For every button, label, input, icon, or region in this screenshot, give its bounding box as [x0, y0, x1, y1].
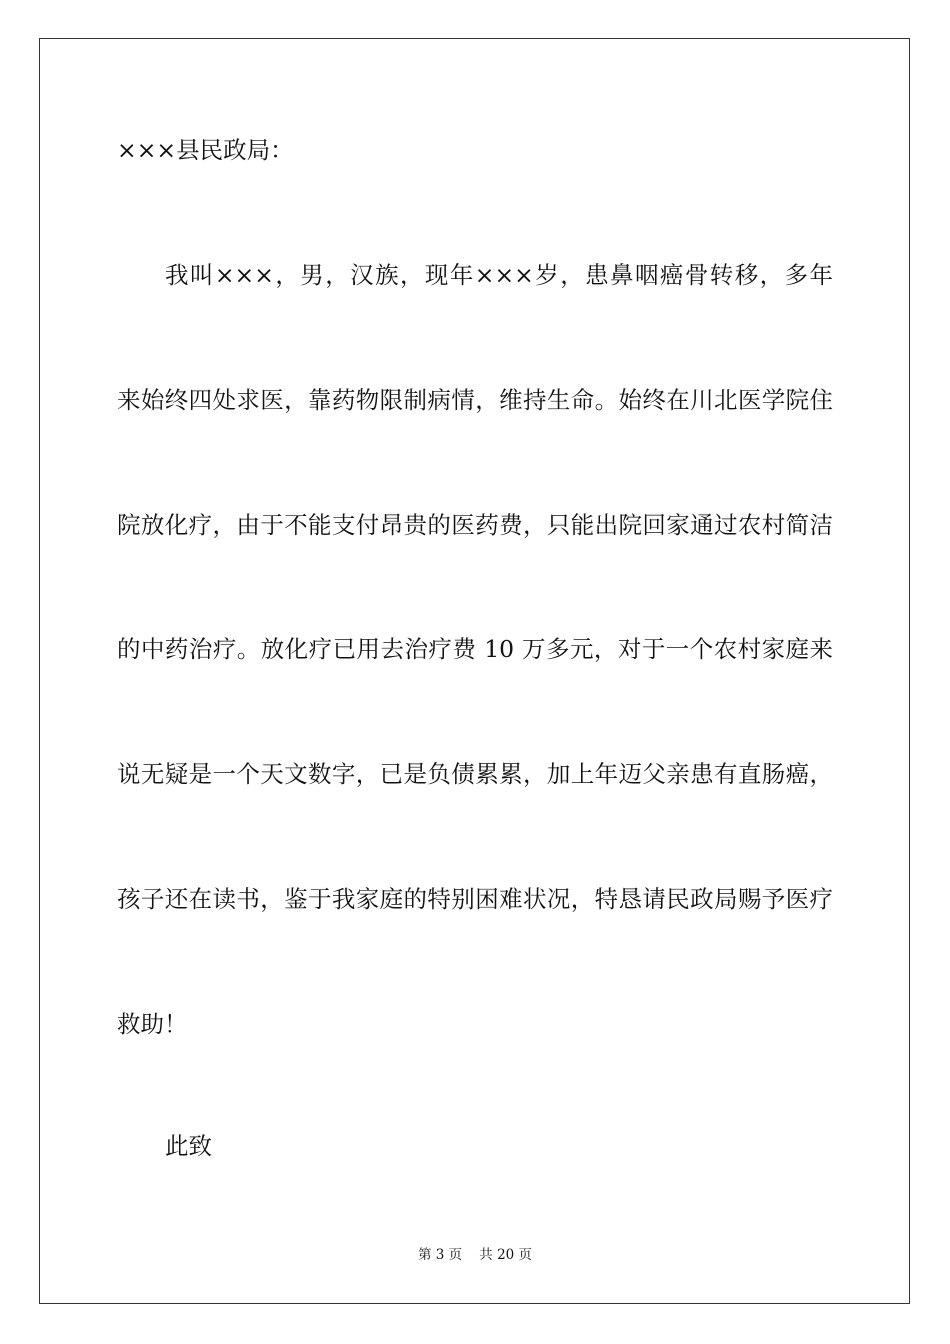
page-number: 第 3 页 共 20 页 — [417, 1247, 533, 1263]
salutation: ×××县民政局： — [117, 136, 294, 164]
body-line: 来始终四处求医，靠药物限制病情，维持生命。始终在川北医学院住 — [117, 386, 833, 414]
body-line: 院放化疗，由于不能支付昂贵的医药费，只能出院回家通过农村简洁 — [117, 511, 833, 539]
body-line: 孩子还在读书，鉴于我家庭的特别困难状况，特恳请民政局赐予医疗 — [117, 885, 833, 913]
body-line: 救助！ — [117, 1010, 188, 1038]
body-line: 的中药治疗。放化疗已用去治疗费 10 万多元，对于一个农村家庭来 — [117, 635, 833, 663]
body-line: 我叫×××，男，汉族，现年×××岁，患鼻咽癌骨转移，多年 — [165, 261, 833, 289]
body-line: 说无疑是一个天文数字，已是负债累累，加上年迈父亲患有直肠癌， — [117, 760, 833, 788]
page-border — [39, 38, 910, 1304]
closing: 此致 — [165, 1132, 212, 1160]
